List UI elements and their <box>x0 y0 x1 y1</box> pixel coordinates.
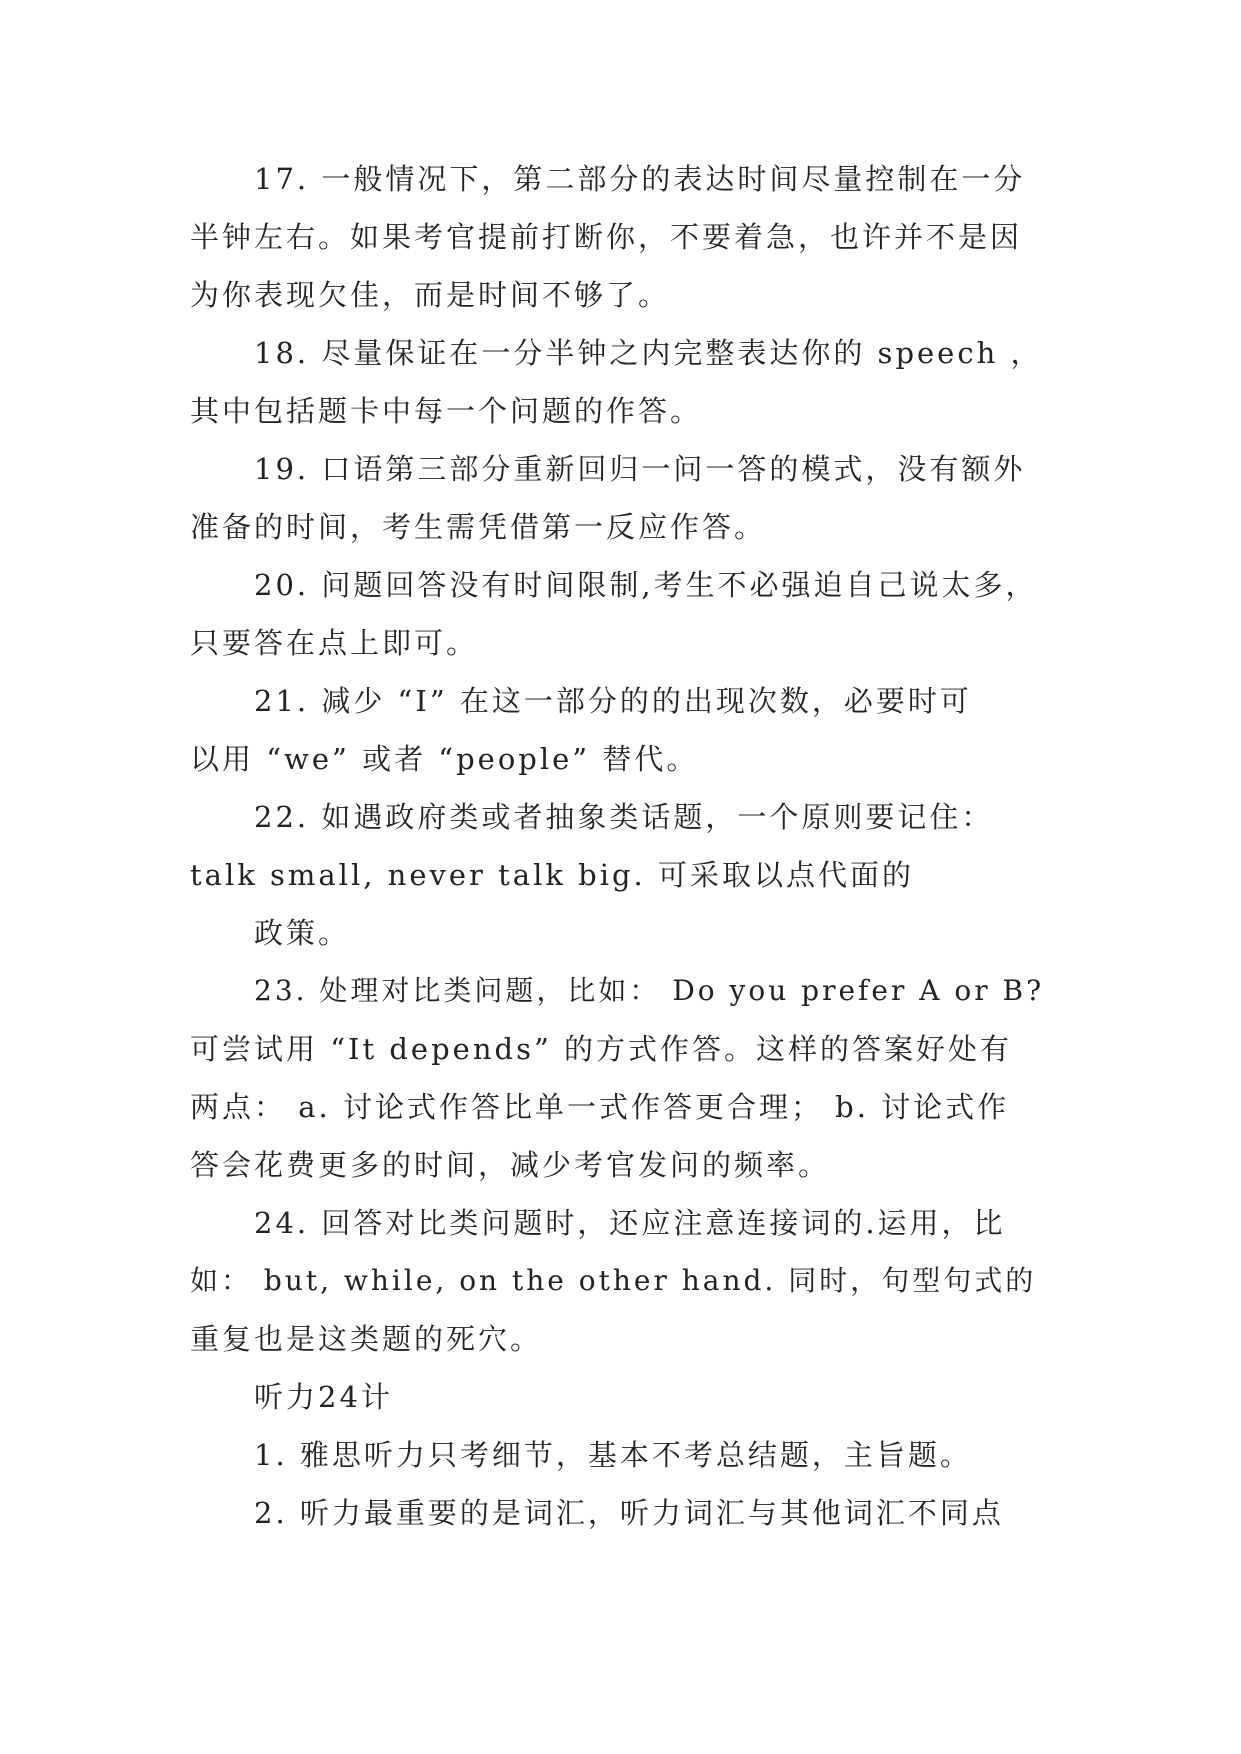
text-line: 可尝试用 “It depends” 的方式作答。这样的答案好处有 <box>190 1032 1012 1066</box>
text-line: 19. 口语第三部分重新回归一问一答的模式，没有额外 <box>254 452 1026 486</box>
text-line: 以用 “we” 或者 “people” 替代。 <box>190 742 699 776</box>
text-line: 18. 尽量保证在一分半钟之内完整表达你的 speech ， <box>254 336 1043 370</box>
text-line: 两点： a. 讨论式作答比单一式作答更合理； b. 讨论式作 <box>190 1090 1010 1124</box>
text-line: 重复也是这类题的死穴。 <box>190 1322 543 1356</box>
text-line: 政策。 <box>254 916 351 950</box>
text-line: 21. 减少 “I” 在这一部分的的出现次数，必要时可 <box>254 684 972 718</box>
text-line: 听力24计 <box>254 1380 393 1414</box>
text-line: 其中包括题卡中每一个问题的作答。 <box>190 394 703 428</box>
text-line: 1. 雅思听力只考细节，基本不考总结题，主旨题。 <box>254 1438 972 1472</box>
text-line: 准备的时间，考生需凭借第一反应作答。 <box>190 510 767 544</box>
text-line: 为你表现欠佳，而是时间不够了。 <box>190 278 671 312</box>
text-line: 答会花费更多的时间，减少考官发问的频率。 <box>190 1148 831 1182</box>
text-line: 17. 一般情况下，第二部分的表达时间尽量控制在一分 <box>254 162 1026 196</box>
text-line: 20. 问题回答没有时间限制,考生不必强迫自己说太多， <box>254 568 1038 602</box>
text-line: 如： but, while, on the other hand. 同时，句型句式的 <box>190 1264 1037 1297</box>
document-body <box>190 150 1050 1542</box>
text-line: 只要答在点上即可。 <box>190 626 479 660</box>
text-line: 22. 如遇政府类或者抽象类话题，一个原则要记住： <box>254 800 994 834</box>
text-line: 24. 回答对比类问题时，还应注意连接词的.运用，比 <box>254 1206 1006 1240</box>
text-line: 2. 听力最重要的是词汇，听力词汇与其他词汇不同点 <box>254 1496 1004 1530</box>
text-line: 半钟左右。如果考官提前打断你，不要着急，也许并不是因 <box>190 220 1023 254</box>
text-line: 23. 处理对比类问题，比如： Do you prefer A or B? <box>254 974 1045 1007</box>
text-line: talk small, never talk big. 可采取以点代面的 <box>190 858 914 892</box>
